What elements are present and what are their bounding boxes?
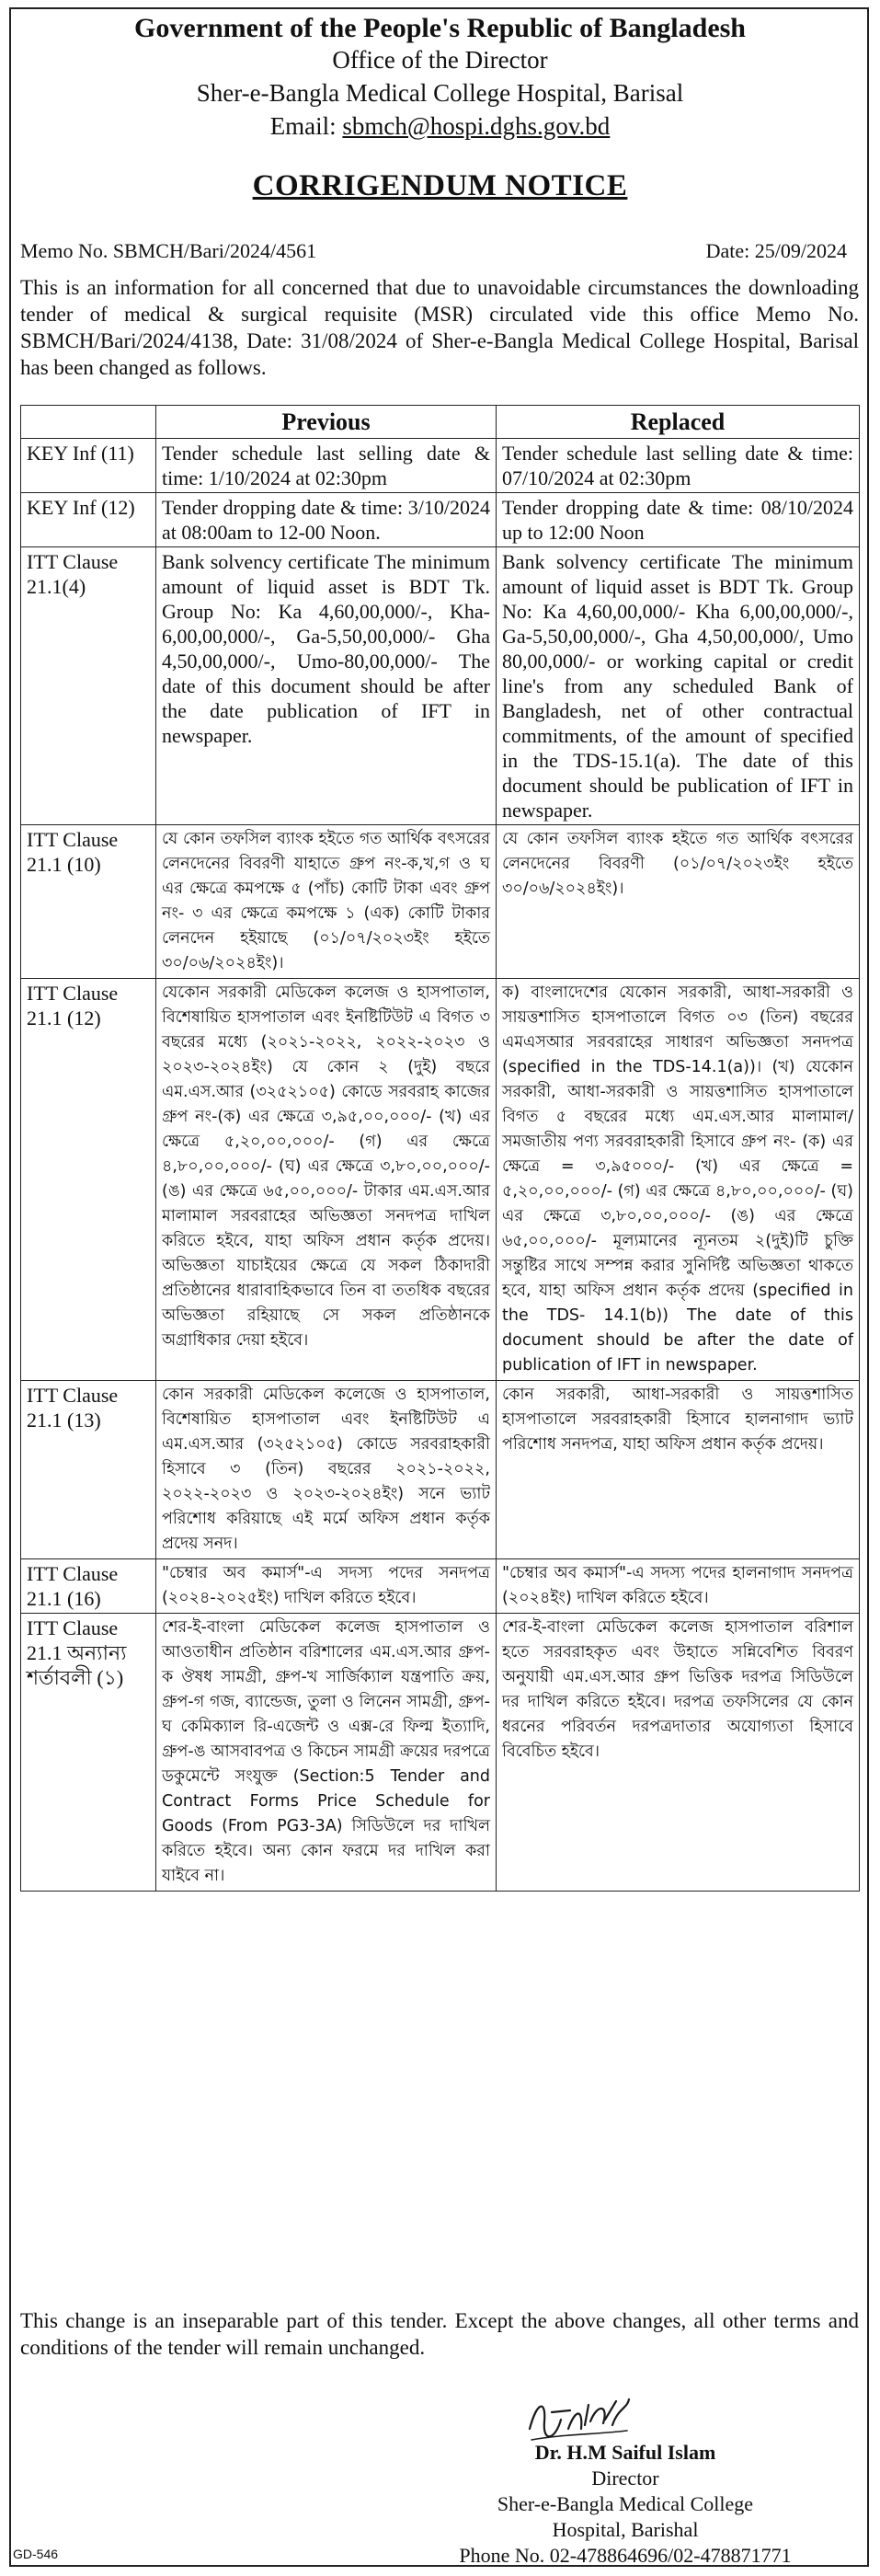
table-row bbox=[21, 825, 860, 979]
corrigendum-table bbox=[20, 405, 860, 1892]
signatory-phone: Phone No. 02-478864696/02-478871771 bbox=[459, 2544, 792, 2567]
row-label: ITT Clause 21.1 (16) bbox=[21, 1559, 156, 1614]
replaced-cell: যে কোন তফসিল ব্যাংক হইতে গত আর্থিক বৎসরের লেনদেনের বিবরণী (০১/০৭/২০২৩ইং হইতে ৩০/০৬/২০২৪ইং)। bbox=[497, 825, 860, 979]
replaced-cell: Tender dropping date & time: 08/10/2024 up to 12:00 Noon bbox=[497, 493, 860, 547]
signatory-title: Director bbox=[591, 2467, 659, 2490]
handwritten-signature bbox=[524, 2392, 634, 2447]
email-link[interactable]: sbmch@hospi.dghs.gov.bd bbox=[342, 112, 611, 140]
header-email-line bbox=[0, 112, 880, 141]
replaced-cell: কোন সরকারী, আধা-সরকারী ও সায়ত্তশাসিত হাসপাতালে সরবরাহকারী হিসাবে হালনাগাদ ভ্যাট পরিশোধ সনদপত্র, যাহা অফিস প্রধান কর্তৃক প্রদেয়। bbox=[497, 1381, 860, 1559]
memo-number: Memo No. SBMCH/Bari/2024/4561 bbox=[20, 239, 317, 262]
header-hospital: Sher-e-Bangla Medical College Hospital, Barisal bbox=[196, 79, 684, 107]
replaced-cell: ক) বাংলাদেশের যেকোন সরকারী, আধা-সরকারী ও সায়ত্তশাসিত হাসপাতালে বিগত ০৩ (তিন) বছরের এমএসআর সরবরাহের সাধারণ অভিজ্ঞতা সনদপত্র (specified in the TDS-14.1(a))। (খ) যেকোন সরকারী, আধা-সরকারী ও সায়ত্তশাসিত হাসপাতালে বিগত ৫ বছরের মধ্যে এম.এস.আর মালামাল/সমজাতীয় পণ্য সরবরাহকারী হিসাবে গ্রুপ নং- (ক) এর ক্ষেত্রে = ৩,৯৫০০০/- (খ) এর ক্ষেত্রে = ৫,২০,০০,০০০/- (গ) এর ক্ষেত্রে ৪,৮০,০০,০০০/- (ঘ) এর ক্ষেত্রে ৩,৮০,০০,০০০/- (ঙ) এর ক্ষেত্রে ৬৫,০০,০০০/- মূল্যমানের ন্যূনতম ২(দুই)টি চুক্তি সন্তুষ্টির সাথে সম্পন্ন করার সুনির্দিষ্ট অভিজ্ঞতা থাকতে হবে, যাহা অফিস প্রধান কর্তৃক প্রদেয় (specified in the TDS- 14.1(b)) The date of this document should be after the date of publication of IFT in newspaper. bbox=[497, 979, 860, 1381]
table-row bbox=[21, 547, 860, 825]
signatory-name: Dr. H.M Saiful Islam bbox=[534, 2441, 716, 2464]
row-label: ITT Clause 21.1 (10) bbox=[21, 825, 156, 979]
previous-cell: কোন সরকারী মেডিকেল কলেজে ও হাসপাতাল, বিশেষায়িত হাসপাতাল এবং ইনষ্টিটিউট এ এম.এস.আর (৩২৫২১০৫) কোডে সরবরাহকারী হিসাবে ৩ (তিন) বছরের ২০২১-২০২২, ২০২২-২০২৩ ও ২০২৩-২০২৪ইং) সনে ভ্যাট পরিশোধ করিয়াছে এই মর্মে অফিস প্রধান কর্তৃক প্রদেয় সনদ। bbox=[156, 1381, 497, 1559]
table-row bbox=[21, 1559, 860, 1614]
row-label: KEY Inf (11) bbox=[21, 439, 156, 493]
row-label: ITT Clause 21.1 (13) bbox=[21, 1381, 156, 1559]
row-label: ITT Clause 21.1 (12) bbox=[21, 979, 156, 1381]
table-row bbox=[21, 493, 860, 547]
column-header-previous: Previous bbox=[156, 406, 497, 439]
form-code: GD-546 bbox=[13, 2547, 59, 2561]
notice-date: Date: 25/09/2024 bbox=[705, 239, 847, 262]
header-government: Government of the People's Republic of Bangladesh bbox=[134, 13, 746, 43]
notice-title: CORRIGENDUM NOTICE bbox=[252, 169, 628, 202]
table-header-row bbox=[21, 406, 860, 439]
replaced-cell: Tender schedule last selling date & time: 07/10/2024 at 02:30pm bbox=[497, 439, 860, 493]
table-row bbox=[21, 1381, 860, 1559]
signatory-org-line1: Sher-e-Bangla Medical College bbox=[497, 2492, 754, 2515]
signatory-org-line2: Hospital, Barishal bbox=[552, 2518, 699, 2541]
row-label: KEY Inf (12) bbox=[21, 493, 156, 547]
table-row bbox=[21, 979, 860, 1381]
table-row bbox=[21, 1614, 860, 1892]
previous-cell: Tender dropping date & time: 3/10/2024 at 08:00am to 12-00 Noon. bbox=[156, 493, 497, 547]
closing-paragraph: This change is an inseparable part of this tender. Except the above changes, all other terms and conditions of the tender will remain unchanged. bbox=[20, 2309, 859, 2359]
header-office: Office of the Director bbox=[332, 46, 548, 74]
replaced-cell: Bank solvency certificate The minimum amount of liquid asset is BDT Tk. Group No: Ka 4,60,00,000/- Kha 6,00,00,000/-, Ga-5,50,00,000/-, Gha 4,50,00,000/, Umo 80,00,000/- or working capital or credit line's from any scheduled Bank of Bangladesh, net of other contractual commitments, of the amount of specified in the TDS-15.1(a). The date of this document should be publication of IFT in newspaper. bbox=[497, 547, 860, 825]
previous-cell: Tender schedule last selling date & time: 1/10/2024 at 02:30pm bbox=[156, 439, 497, 493]
replaced-cell: শের-ই-বাংলা মেডিকেল কলেজ হাসপাতাল বরিশাল হতে সরবরাহকৃত এবং উহাতে সন্নিবেশিত বিবরণ অনুযায়ী এম.এস.আর গ্রুপ ভিত্তিক দরপত্র সিডিউলে দর দাখিল করিতে হইবে। দরপত্র তফসিলের যে কোন ধরনের পরিবর্তন দরপত্রদাতার অযোগ্যতা হিসাবে বিবেচিত হইবে। bbox=[497, 1614, 860, 1892]
previous-cell: যেকোন সরকারী মেডিকেল কলেজ ও হাসপাতাল, বিশেষায়িত হাসপাতাল এবং ইনষ্টিটিউট এ বিগত ৩ বছরের মধ্যে (২০২১-২০২২, ২০২২-২০২৩ ও ২০২৩-২০২৪ইং) যে কোন ২ (দুই) বছরে এম.এস.আর (৩২৫২১০৫) কোডে সরবরাহ কাজের গ্রুপ নং-(ক) এর ক্ষেত্রে ৩,৯৫,০০,০০০/- (খ) এর ক্ষেত্রে ৫,২০,০০,০০০/- (গ) এর ক্ষেত্রে ৪,৮০,০০,০০০/- (ঘ) এর ক্ষেত্রে ৩,৮০,০০,০০০/- (ঙ) এর ক্ষেত্রে ৬৫,০০,০০০/- টাকার এম.এস.আর মালামাল সরবরাহের অভিজ্ঞতা সনদপত্র দাখিল করিতে হইবে, যাহা অফিস প্রধান কর্তৃক প্রদেয়। অভিজ্ঞতা যাচাইয়ের ক্ষেত্রে যে সকল ঠিকাদারী প্রতিষ্ঠানের ধারাবাহিকভাবে তিন বা ততধিক বছরের অভিজ্ঞতা রহিয়াছে সে সকল প্রতিষ্ঠানকে অগ্রাধিকার দেয়া হইবে। bbox=[156, 979, 497, 1381]
table-row bbox=[21, 439, 860, 493]
email-label: Email: bbox=[269, 112, 337, 140]
intro-paragraph: This is an information for all concerned that due to unavoidable circumstances the downloading tender of medical & surgical requisite (MSR) circulated vide this office Memo No. SBMCH/Bari/2024/4138, Date: 31/08/2024 of Sher-e-Bangla Medical College Hospital, Barisal has been changed as follows. bbox=[20, 276, 859, 379]
previous-cell: "চেম্বার অব কমার্স"-এ সদস্য পদের সনদপত্র (২০২৪-২০২৫ইং) দাখিল করিতে হইবে। bbox=[156, 1559, 497, 1614]
previous-cell: শের-ই-বাংলা মেডিকেল কলেজ হাসপাতাল ও আওতাধীন প্রতিষ্ঠান বরিশালের এম.এস.আর গ্রুপ-ক ঔষধ সামগ্রী, গ্রুপ-খ সার্জিক্যাল যন্ত্রপাতি ক্রয়, গ্রুপ-গ গজ, ব্যান্ডেজ, তুলা ও লিনেন সামগ্রী, গ্রুপ-ঘ কেমিক্যাল রি-এজেন্ট ও এক্স-রে ফিল্ম ইত্যাদি, গ্রুপ-ঙ আসবাবপত্র ও কিচেন সামগ্রী ক্রয়ের দরপত্রে ডকুমেন্টে সংযুক্ত (Section:5 Tender and Contract Forms Price Schedule for Goods (From PG3-3A) সিডিউলে দর দাখিল করিতে হইবে। অন্য কোন ফরমে দর দাখিল করা যাইবে না। bbox=[156, 1614, 497, 1892]
previous-cell: Bank solvency certificate The minimum amount of liquid asset is BDT Tk. Group No: Ka 4,60,00,000/-, Kha-6,00,00,000/-, Ga-5,50,00,000/- Gha 4,50,00,000/-, Umo-80,00,000/- The date of this document should be after the date publication of IFT in newspaper. bbox=[156, 547, 497, 825]
row-label: ITT Clause 21.1 অন্যান্য শর্তাবলী (১) bbox=[21, 1614, 156, 1892]
header-empty-cell bbox=[21, 406, 156, 439]
previous-cell: যে কোন তফসিল ব্যাংক হইতে গত আর্থিক বৎসরের লেনদেনের বিবরণী যাহাতে গ্রুপ নং-ক,খ,গ ও ঘ এর ক্ষেত্রে কমপক্ষে ৫ (পাঁচ) কোটি টাকা এবং গ্রুপ নং- ৩ এর ক্ষেত্রে কমপক্ষে ১ (এক) কোটি টাকার লেনদেন হইয়াছে (০১/০৭/২০২৩ইং হইতে ৩০/০৬/২০২৪ইং)। bbox=[156, 825, 497, 979]
row-label: ITT Clause 21.1(4) bbox=[21, 547, 156, 825]
replaced-cell: "চেম্বার অব কমার্স"-এ সদস্য পদের হালনাগাদ সনদপত্র (২০২৪ইং) দাখিল করিতে হইবে। bbox=[497, 1559, 860, 1614]
column-header-replaced: Replaced bbox=[497, 406, 860, 439]
